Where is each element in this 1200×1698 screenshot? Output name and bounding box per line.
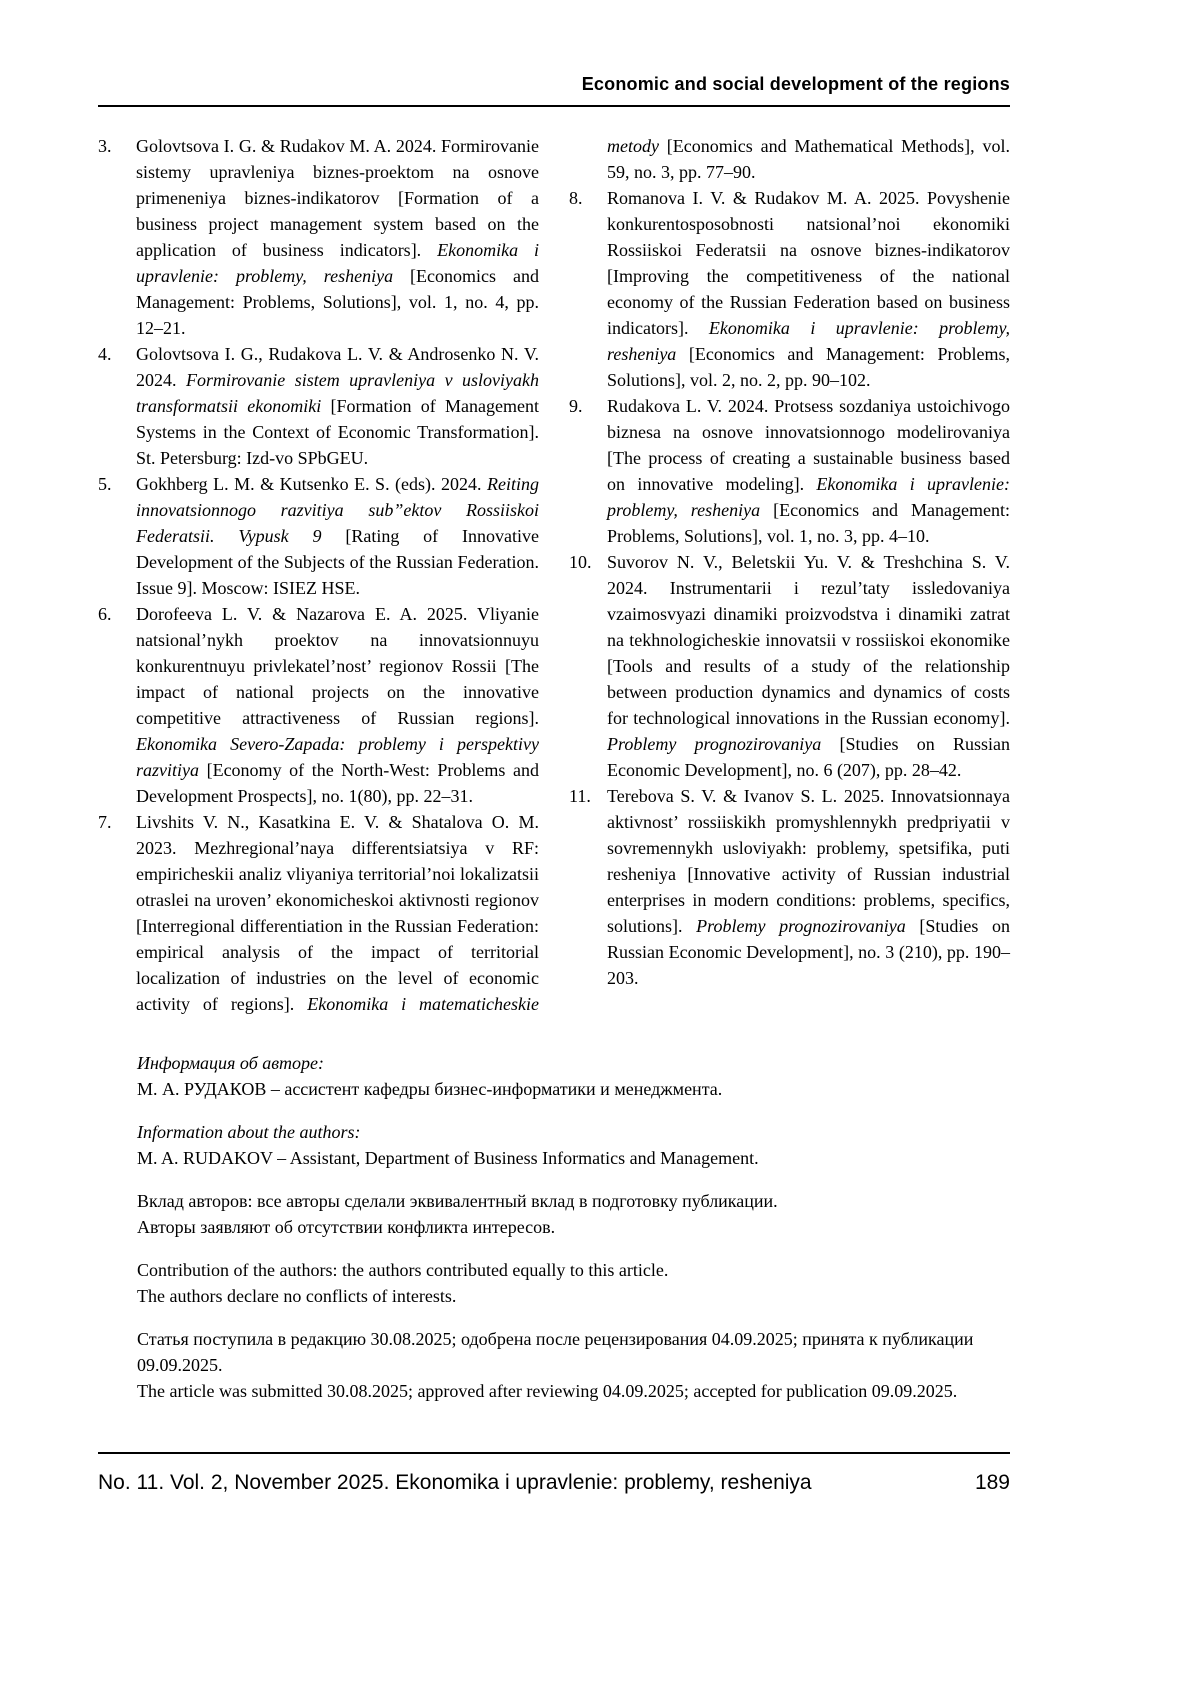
- conflict-line-en: The authors declare no conflicts of interests.: [137, 1286, 457, 1306]
- reference-item: [98, 341, 539, 471]
- reference-number: 4.: [98, 344, 112, 364]
- reference-text: Romanova I. V. & Rudakov M. A. 2025. Povyshenie konkurentosposobnosti natsional’noi ekonomiki Rossiiskoi Federatsii na osnove biznes-indikatorov [Improving the competitiveness of the national economy of the Russian Federation based on business indicators]. Ekonomika i upravlenie: problemy, resheniya [Economics and Management: Problems, Solutions], vol. 2, no. 2, pp. 90–102.: [607, 188, 1010, 390]
- submission-dates-en: The article was submitted 30.08.2025; approved after reviewing 04.09.2025; accepted for publication 09.09.2025.: [137, 1381, 958, 1401]
- author-info-text-en: M. A. RUDAKOV – Assistant, Department of Business Informatics and Management.: [137, 1148, 759, 1168]
- contribution-line-en-1: Contribution of the authors: the authors contributed equally to this article.: [137, 1260, 669, 1280]
- running-head-title: Economic and social development of the regions: [581, 74, 1010, 94]
- author-info-section: [137, 1050, 1010, 1404]
- running-head: [98, 0, 1010, 107]
- reference-number: 8.: [569, 188, 583, 208]
- reference-text: Rudakova L. V. 2024. Protsess sozdaniya ustoichivogo biznesa na osnove innovatsionnogo modelirovaniya [The process of creating a sustainable business based on innovative modeling]. Ekonomika i upravlenie: problemy, resheniya [Economics and Management: Problems, Solutions], vol. 1, no. 3, pp. 4–10.: [607, 396, 1010, 546]
- submission-dates-ru: Статья поступила в редакцию 30.08.2025; одобрена после рецензирования 04.09.2025; принята к публикации 09.09.2025.: [137, 1329, 974, 1375]
- reference-item: [98, 133, 539, 341]
- reference-item: [98, 601, 539, 809]
- contribution-line-ru-1: Вклад авторов: все авторы сделали эквивалентный вклад в подготовку публикации.: [137, 1191, 778, 1211]
- author-info-heading-en: Information about the authors:: [137, 1122, 361, 1142]
- reference-item: [569, 185, 1010, 393]
- reference-number: 5.: [98, 474, 112, 494]
- reference-item: [569, 549, 1010, 783]
- journal-issue-info: No. 11. Vol. 2, November 2025. Ekonomika i upravlenie: problemy, resheniya: [98, 1471, 812, 1494]
- contribution-statement-en: [137, 1257, 1010, 1309]
- reference-number: 9.: [569, 396, 583, 416]
- reference-item: [98, 471, 539, 601]
- reference-text: Livshits V. N., Kasatkina E. V. & Shatalova O. M. 2023. Mezhregional’naya differentsiatsiya v RF: empiricheskii analiz vliyaniya territorial’noi lokalizatsii otraslei na uroven’ ekonomicheskoi aktivnosti regionov [Interregional differentiation in the Russian Federation: empirical analysis of the impact of territorial localization of industries on the level of economic activity of regions]. Ekonomika i matematicheskie metody [Economics and Mathematical Methods], vol. 59, no. 3, pp. 77–90.: [136, 136, 1010, 1014]
- reference-item: [569, 783, 1010, 991]
- reference-item: [569, 393, 1010, 549]
- author-info-heading-ru: Информация об авторе:: [137, 1053, 325, 1073]
- reference-number: 3.: [98, 136, 112, 156]
- author-info-ru: [137, 1050, 1010, 1102]
- reference-number: 6.: [98, 604, 112, 624]
- reference-number: 11.: [569, 786, 591, 806]
- submission-dates: [137, 1326, 1010, 1404]
- reference-text: Golovtsova I. G., Rudakova L. V. & Androsenko N. V. 2024. Formirovanie sistem upravleniya v usloviyakh transformatsii ekonomiki [Formation of Management Systems in the Context of Economic Transformation]. St. Petersburg: Izd-vo SPbGEU.: [136, 344, 539, 468]
- reference-text: Golovtsova I. G. & Rudakov M. A. 2024. Formirovanie sistemy upravleniya biznes-proektom na osnove primeneniya biznes-indikatorov [Formation of a business project management system based on the application of business indicators]. Ekonomika i upravlenie: problemy, resheniya [Economics and Management: Problems, Solutions], vol. 1, no. 4, pp. 12–21.: [136, 136, 539, 338]
- reference-number: 10.: [569, 552, 592, 572]
- contribution-statement-ru: [137, 1188, 1010, 1240]
- page-content: [98, 0, 1010, 1421]
- author-info-text-ru: М. А. РУДАКОВ – ассистент кафедры бизнес-информатики и менеджмента.: [137, 1079, 723, 1099]
- page-number: 189: [974, 1471, 1010, 1494]
- reference-number: 7.: [98, 812, 112, 832]
- reference-text: Suvorov N. V., Beletskii Yu. V. & Treshchina S. V. 2024. Instrumentarii i rezul’taty issledovaniya vzaimosvyazi dinamiki proizvodstva i dinamiki zatrat na tekhnologicheskie innovatsii v rossiiskoi ekonomike [Tools and results of a study of the relationship between production dynamics and dynamics of costs for technological innovations in the Russian economy]. Problemy prognozirovaniya [Studies on Russian Economic Development], no. 6 (207), pp. 28–42.: [607, 552, 1010, 780]
- reference-text: Terebova S. V. & Ivanov S. L. 2025. Innovatsionnaya aktivnost’ rossiiskikh promyshlennykh predpriyatii v sovremennykh usloviyakh: problemy, spetsifika, puti resheniya [Innovative activity of Russian industrial enterprises in modern conditions: problems, specifics, solutions]. Problemy prognozirovaniya [Studies on Russian Economic Development], no. 3 (210), pp. 190–203.: [607, 786, 1010, 988]
- page-footer: [98, 1452, 1010, 1495]
- conflict-line-ru: Авторы заявляют об отсутствии конфликта интересов.: [137, 1217, 556, 1237]
- reference-text: Dorofeeva L. V. & Nazarova E. A. 2025. Vliyanie natsional’nykh proektov na innovatsionnuyu konkurentnuyu privlekatel’nost’ regionov Rossii [The impact of national projects on the innovative competitive attractiveness of Russian regions]. Ekonomika Severo-Zapada: problemy i perspektivy razvitiya [Economy of the North-West: Problems and Development Prospects], no. 1(80), pp. 22–31.: [136, 604, 539, 806]
- author-info-en: [137, 1119, 1010, 1171]
- reference-list: [98, 133, 1010, 1017]
- reference-text: Gokhberg L. M. & Kutsenko E. S. (eds). 2024. Reiting innovatsionnogo razvitiya sub”ektov Rossiiskoi Federatsii. Vypusk 9 [Rating of Innovative Development of the Subjects of the Russian Federation. Issue 9]. Moscow: ISIEZ HSE.: [136, 474, 539, 598]
